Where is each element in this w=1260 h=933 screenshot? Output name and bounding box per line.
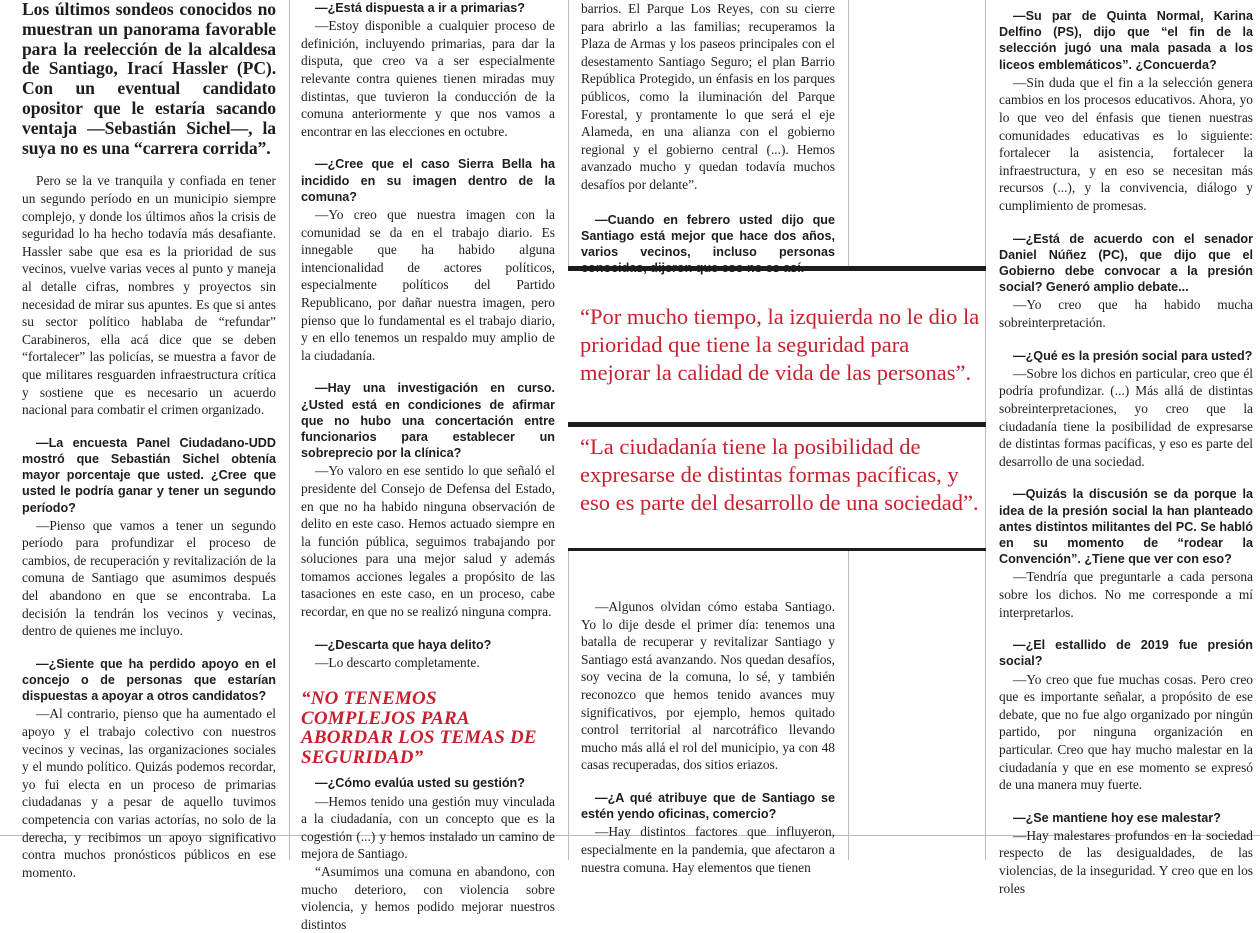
interview-answer: —Algunos olvidan cómo estaba Santiago. Yo lo dije desde el primer día: tenemos una batalla de recuperar y revitalizar Santiago y Santiago está avanzando. Nos quedan desafíos, soy vecina de la comuna, lo sé, y también reconozco que hemos tenido avances muy significativos, por ejemplo, hemos quitado control territorial al narcotráfico llevando mucho más allá el rol del municipio, ya con 48 casas recuperadas, dos sitios eriazos. bbox=[581, 599, 835, 773]
interview-question: —¿Cree que el caso Sierra Bella ha incidido en su imagen dentro de la comuna? bbox=[301, 157, 555, 204]
interview-question: —¿Siente que ha perdido apoyo en el concejo o de personas que estarían dispuestas a apoyar a otros candidatos? bbox=[22, 656, 276, 704]
interview-question: —¿Está de acuerdo con el senador Daniel Núñez (PC), que dijo que el Gobierno debe convocar a la presión social? Generó amplio debate... bbox=[999, 231, 1253, 295]
interview-answer: —Hemos tenido una gestión muy vinculada a la ciudadanía, con un concepto que es la cogestión (...) y hemos instalado un camino de mejora de Santiago. bbox=[301, 793, 555, 862]
interview-answer: —Yo creo que ha habido mucha sobreinterpretación. bbox=[999, 297, 1253, 330]
pull-quote: “La ciudadanía tiene la posibilidad de expresarse de distintas formas pacíficas, y eso es parte del desarrollo de una sociedad”. bbox=[580, 434, 979, 515]
pull-quote: “Por mucho tiempo, la izquierda no le dio la prioridad que tiene la seguridad para mejorar la calidad de vida de las personas”. bbox=[580, 304, 980, 385]
interview-answer: —Yo creo que nuestra imagen con la comunidad se da en el trabajo diario. Es innegable que ha habido alguna intencionalidad de actores políticos, especialmente políticos del Partido Republicano, por dañar nuestra imagen, pero pienso que lo fundamental es el trabajo diario, y en ello tenemos un respaldo muy amplio de la ciudadanía. bbox=[301, 206, 555, 363]
interview-question: —Hay una investigación en curso. ¿Usted está en condiciones de afirmar que no hubo una concertación entre funcionarios para establecer un sobreprecio por la clínica? bbox=[301, 381, 555, 461]
column-rule bbox=[985, 0, 986, 860]
interview-answer: —Tendría que preguntarle a cada persona sobre los dichos. No me corresponde a mí interpretarlos. bbox=[999, 569, 1253, 620]
article-column-1 bbox=[22, 0, 276, 880]
column-rule bbox=[848, 548, 849, 860]
interview-answer: —Al contrario, pienso que ha aumentado el apoyo y el trabajo colectivo con nuestros vecinos y vecinas, las organizaciones sociales y el mundo político. Quizás podemos recordar, yo fui electa en un proceso de primarias ciudadanas y a pesar de aquello tuvimos competencia con varias actorías, no solo de la derecha, y recibimos un apoyo significativo contra muchos pronósticos públicos en ese momento. bbox=[22, 706, 276, 880]
interview-question: —¿Cómo evalúa usted su gestión? bbox=[315, 776, 525, 791]
article-column-3-bottom bbox=[581, 598, 835, 875]
column-rule bbox=[568, 0, 569, 268]
section-subhead: “NO TENEMOS COMPLEJOS PARA ABORDAR LOS TEMAS DE SEGURIDAD” bbox=[301, 688, 537, 768]
body-paragraph: Pero se la ve tranquila y confiada en tener un segundo período en un municipio siempre complejo, y donde los últimos años la crisis de seguridad lo ha hecho todavía más desafiante. Hassler sabe que esa es la prioridad de sus vecinos, vuelve varias veces al punto y maneja al detalle cifras, nombres y proyectos sin necesidad de mirar sus apuntes. Es que si antes su sector político hablaba de “refundar” Carabineros, ella acá dice que se deben “fortalecer” las policías, se muestra a favor de que militares resguarden infraestructura crítica y sostiene que es necesario un acuerdo nacional para combatir el crimen organizado. bbox=[22, 173, 276, 418]
interview-question: —¿Qué es la presión social para usted? bbox=[1013, 348, 1253, 363]
column-rule bbox=[848, 0, 849, 268]
interview-answer: —Yo creo que fue muchas cosas. Pero creo que es importante señalar, a propósito de ese debate, que no fue algo organizado por ningún partido, por ninguna organización en particular. Creo que hay mucho malestar en la ciudadanía y que en ese momento se expresó de una manera muy fuerte. bbox=[999, 671, 1253, 793]
interview-answer: —Pienso que vamos a tener un segundo período para profundizar el proceso de cambios, de recuperación y revitalización de la comuna de Santiago que asumimos después del abandono en que se encontraba. La decisión la tendrán los vecinos y vecinas, dentro de quienes me incluyo. bbox=[22, 517, 276, 639]
interview-answer: —Estoy disponible a cualquier proceso de definición, incluyendo primarias, para dar la disputa, que creo va a ser especialmente relevante contra quienes tienen miradas muy distintas, que tuvieron la conducción de la comuna anteriormente y que nos vamos a encontrar en las elecciones en octubre. bbox=[301, 18, 555, 139]
body-paragraph: barrios. El Parque Los Reyes, con su cierre para abrirlo a las familias; recuperamos la Plaza de Armas y los paseos principales con el desestamento Santiago Seguro; el plan Barrio República Protegido, un énfasis en los parques públicos, como la iluminación del Parque Forestal, y prontamente lo que será el eje Alameda, en una alianza con el gobierno regional y el gobierno central (...). Hemos avanzado mucho y quedan todavía muchos desafíos por delante”. bbox=[581, 1, 835, 192]
interview-answer: —Hay distintos factores que influyeron, especialmente en la pandemia, que afectaron a nuestra comuna. Hay elementos que tienen bbox=[581, 824, 835, 875]
pull-quote-rule bbox=[568, 548, 986, 551]
interview-question: —¿Está dispuesta a ir a primarias? bbox=[315, 1, 525, 15]
pull-quote-rule bbox=[568, 422, 986, 427]
pull-quote-rule bbox=[568, 266, 986, 271]
interview-question: —¿Se mantiene hoy ese malestar? bbox=[1013, 810, 1221, 825]
interview-question: —¿Descarta que haya delito? bbox=[315, 637, 492, 652]
article-column-4 bbox=[999, 8, 1253, 896]
interview-question: —Quizás la discusión se da porque la idea de la presión social la han planteado antes distintos militantes del PC. Se habló en su momento de “rodear la Convención”. ¿Tiene que ver con eso? bbox=[999, 487, 1253, 567]
column-rule bbox=[289, 0, 290, 860]
article-lede: Los últimos sondeos conocidos no muestran un panorama favorable para la reelección de la alcaldesa de Santiago, Irací Hassler (PC). Con un eventual candidato opositor que le estaría sacando ventaja —Sebastián Sichel—, la suya no es una “carrera corrida”. bbox=[22, 0, 276, 158]
interview-answer: —Lo descarto completamente. bbox=[315, 654, 480, 670]
interview-answer: “Asumimos una comuna en abandono, con mucho deterioro, con violencia sobre violencia, y hemos podido mejorar nuestros distintos bbox=[301, 864, 555, 932]
interview-answer: —Hay malestares profundos en la sociedad respecto de las desigualdades, de las violencias, de la inseguridad. Y creo que en los roles bbox=[999, 827, 1253, 896]
interview-question: —¿El estallido de 2019 fue presión social? bbox=[999, 638, 1253, 669]
interview-answer: —Sobre los dichos en particular, creo que él podría profundizar. (...) Más allá de distintas sobreinterpretaciones, yo creo que la ciudadanía tiene la posibilidad de expresarse de distintas formas pacíficas, y eso es parte del desarrollo de una sociedad. bbox=[999, 365, 1253, 469]
column-rule bbox=[568, 548, 569, 860]
interview-answer: —Sin duda que el fin a la selección genera cambios en los procesos educativos. Ahora, yo lo que veo del énfasis que tienen nuestras comunidades educativas es lo siguiente: fortalecer la asistencia, fortalecer la infraestructura, y en eso se necesitan más recursos (...), y la convivencia, diálogo y cumplimiento de promesas. bbox=[999, 74, 1253, 213]
interview-question: —La encuesta Panel Ciudadano-UDD mostró que Sebastián Sichel obtenía mayor porcentaje que usted. ¿Cree que usted le podría ganar y tener un segundo período? bbox=[22, 435, 276, 515]
article-column-2 bbox=[301, 0, 555, 932]
interview-question: —Cuando en febrero usted dijo que Santiago está mejor que hace dos años, varios vecinos, incluso personas bbox=[581, 212, 835, 259]
interview-question: —¿A qué atribuye que de Santiago se estén yendo oficinas, comercio? bbox=[581, 790, 835, 822]
interview-question: —Su par de Quinta Normal, Karina Delfino (PS), dijo que “el fin de la selección jugó una mala pasada a los liceos emblemáticos”. ¿Concuerda? bbox=[999, 9, 1253, 72]
interview-answer: —Yo valoro en ese sentido lo que señaló el presidente del Consejo de Defensa del Estado, en que no ha habido ninguna observación de delito en este caso. Hemos actuado siempre en la función pública, seguimos trabajando por soluciones para una mejor salud y además tomamos acciones legales a propósito de las tasaciones en este caso, en un proceso, cabe recordar, en que no se realizó ninguna compra. bbox=[301, 463, 555, 620]
article-column-3-top bbox=[581, 0, 835, 262]
